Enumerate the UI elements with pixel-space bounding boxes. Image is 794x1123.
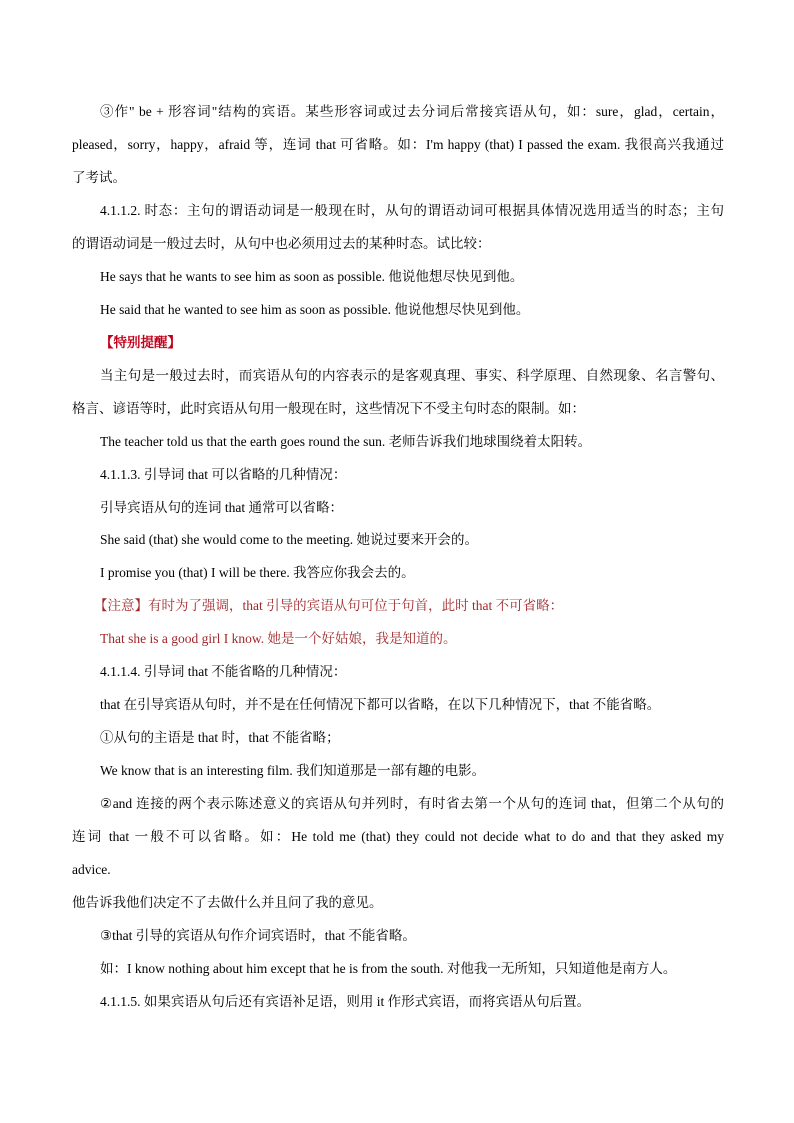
text-line: 了考试。 xyxy=(72,170,126,185)
text-line: 的谓语动词是一般过去时，从句中也必须用过去的某种时态。试比较： xyxy=(72,236,491,251)
text-line: 如：I know nothing about him except that he is from the south. 对他我一无所知，只知道他是南方人。 xyxy=(100,961,677,976)
text-line: ③作" be + 形容词"结构的宾语。某些形容词或过去分词后常接宾语从句，如：sure，glad，certain， xyxy=(100,104,724,119)
text-line: 他告诉我他们决定不了去做什么并且问了我的意见。 xyxy=(72,895,383,910)
text-line: He said that he wanted to see him as soon as possible. 他说他想尽快见到他。 xyxy=(100,302,530,317)
text-line: 4.1.1.2. 时态：主句的谓语动词是一般现在时，从句的谓语动词可根据具体情况选用适当的时态；主句 xyxy=(100,203,724,218)
note-example: That she is a good girl I know. 她是一个好姑娘，我是知道的。 xyxy=(100,631,457,646)
text-line: 连词 that 一般不可以省略。如：He told me (that) they could not decide what to do and that they asked my xyxy=(72,829,724,844)
text-line: 格言、谚语等时，此时宾语从句用一般现在时，这些情况下不受主句时态的限制。如： xyxy=(72,401,585,416)
special-tip-heading: 【特别提醒】 xyxy=(100,335,181,350)
text-line: She said (that) she would come to the meeting. 她说过要来开会的。 xyxy=(100,532,478,547)
text-line: that 在引导宾语从句时，并不是在任何情况下都可以省略，在以下几种情况下，that 不能省略。 xyxy=(100,697,661,712)
text-line: 引导宾语从句的连词 that 通常可以省略： xyxy=(100,500,343,515)
text-line: pleased，sorry，happy，afraid 等，连词 that 可省略。如：I'm happy (that) I passed the exam. 我很高兴我通过 xyxy=(72,137,724,152)
text-line: The teacher told us that the earth goes round the sun. 老师告诉我们地球围绕着太阳转。 xyxy=(100,434,592,449)
section-heading: 4.1.1.5. 如果宾语从句后还有宾语补足语，则用 it 作形式宾语，而将宾语从句后置。 xyxy=(100,994,591,1009)
text-line: ②and 连接的两个表示陈述意义的宾语从句并列时，有时省去第一个从句的连词 that，但第二个从句的 xyxy=(100,796,724,811)
note-label: 【注意】 xyxy=(94,598,148,613)
note-line xyxy=(94,596,718,616)
text-line: advice. xyxy=(72,862,111,877)
text-line: He says that he wants to see him as soon as possible. 他说他想尽快见到他。 xyxy=(100,269,524,284)
text-line: 当主句是一般过去时，而宾语从句的内容表示的是客观真理、事实、科学原理、自然现象、名言警句、 xyxy=(100,368,724,383)
text-line: ①从句的主语是 that 时，that 不能省略； xyxy=(100,730,340,745)
section-heading: 4.1.1.4. 引导词 that 不能省略的几种情况： xyxy=(100,664,347,679)
text-line: I promise you (that) I will be there. 我答应你我会去的。 xyxy=(100,565,415,580)
text-line: We know that is an interesting film. 我们知道那是一部有趣的电影。 xyxy=(100,763,486,778)
section-heading: 4.1.1.3. 引导词 that 可以省略的几种情况： xyxy=(100,467,347,482)
text-line: ③that 引导的宾语从句作介词宾语时，that 不能省略。 xyxy=(100,928,416,943)
note-text: 有时为了强调，that 引导的宾语从句可位于句首，此时 that 不可省略： xyxy=(148,598,564,613)
